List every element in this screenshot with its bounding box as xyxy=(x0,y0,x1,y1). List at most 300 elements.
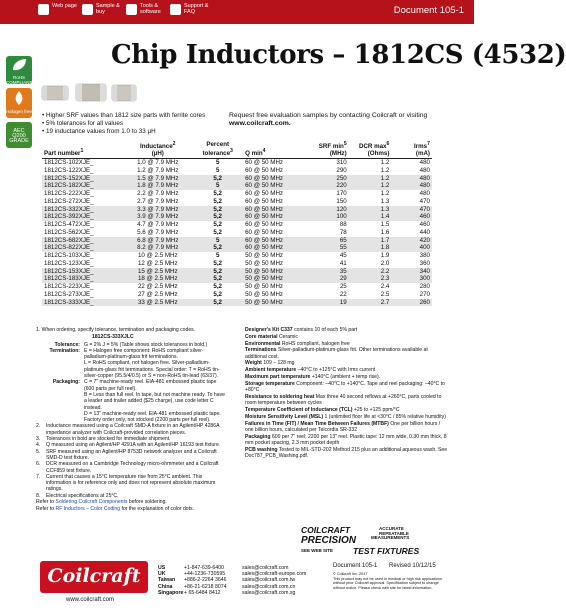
spec-key: Core material xyxy=(245,333,278,340)
cell-tol: 5,2 xyxy=(213,190,222,198)
cell-srf: 35 xyxy=(306,268,349,276)
cell-ind: 1.8 @ 7.9 MHz xyxy=(123,182,192,190)
cell-dcr: 2.5 xyxy=(380,290,390,298)
cell-part: 1812CS-222XJE_ xyxy=(44,190,94,198)
cell-q: 60 @ 50 MHz xyxy=(245,228,284,236)
cell-q: 60 @ 50 MHz xyxy=(243,206,306,214)
contact-region: China xyxy=(158,583,173,590)
cell-tol: 5 xyxy=(215,159,220,167)
table-row xyxy=(42,244,432,252)
leaf-icon xyxy=(6,56,32,74)
spec-key: PCB washing xyxy=(245,446,278,453)
cell-q: 50 @ 50 MHz xyxy=(245,259,284,267)
footnote-text: Tolerances in bold are stocked for immediate shipment. xyxy=(46,436,171,443)
contact-list xyxy=(158,565,306,596)
cell-q: 60 @ 50 MHz xyxy=(243,213,306,221)
spec-value: +140°C (ambient + temp rise). xyxy=(311,374,381,381)
spec-key: Designer's Kit C337 xyxy=(245,327,293,333)
nav-sample-buy[interactable] xyxy=(82,3,130,15)
cell-ind: 1.5 @ 7.9 MHz xyxy=(123,175,192,183)
promo-line: ACCURATE REPEATABLE xyxy=(379,526,409,536)
cell-tol: 5,2 xyxy=(192,175,243,183)
header-part-number: Part number$^1$ xyxy=(42,141,123,159)
contact-region: Taiwan xyxy=(158,577,176,584)
cell-q: 50 @ 50 MHz xyxy=(243,275,306,283)
spec-item xyxy=(245,360,450,366)
nav-tools-software[interactable] xyxy=(126,3,174,15)
footnote xyxy=(36,423,226,436)
table-row xyxy=(42,221,432,229)
rohs-badge xyxy=(6,56,32,84)
spec-item xyxy=(245,414,450,420)
cell-q: 50 @ 50 MHz xyxy=(243,299,306,307)
spec-key: Failures in Time (FIT) / Mean Time Between Failures (MTBF) xyxy=(245,420,389,427)
cell-q: 50 @ 50 MHz xyxy=(245,252,284,260)
cell-ind: 8.2 @ 7.9 MHz xyxy=(123,244,192,252)
footnote-number: 8. xyxy=(36,492,41,499)
cell-dcr: 1.7 xyxy=(349,237,392,245)
promo-line: COILCRAFT xyxy=(301,525,351,535)
cell-irms: 260 xyxy=(391,299,432,307)
cell-irms: 480 xyxy=(391,175,432,183)
table-row xyxy=(42,213,432,221)
cell-ind: 12 @ 2.5 MHz xyxy=(137,259,178,267)
cell-ind: 2.7 @ 7.9 MHz xyxy=(137,197,179,205)
cell-srf: 250 xyxy=(306,175,349,183)
contact-phone: +44-1236-730595 xyxy=(184,571,226,578)
cell-part: 1812CS-472XJE_ xyxy=(44,221,94,229)
cell-irms: 340 xyxy=(391,268,432,276)
cell-irms: 470 xyxy=(419,197,430,205)
ordering-option xyxy=(36,348,226,361)
spec-value: Silver-palladium-platinum-glass frit. Other terminations available at additional cost. xyxy=(245,347,428,360)
table-row xyxy=(42,167,432,175)
website-link[interactable]: www.coilcraft.com. xyxy=(229,120,291,128)
ordering-option xyxy=(36,392,226,411)
table-row xyxy=(42,175,432,183)
cell-irms: 460 xyxy=(391,213,432,221)
ordering-example: 1812CS-333XJLC xyxy=(92,334,134,341)
cell-tol: 5,2 xyxy=(213,221,222,229)
spec-key: Temperature Coefficient of Inductance (TCL) xyxy=(245,407,353,414)
option-key: Termination: xyxy=(49,347,80,354)
cell-q: 60 @ 50 MHz xyxy=(243,182,306,190)
cell-tol: 5,2 xyxy=(192,275,243,283)
nav-label: Tools & software xyxy=(140,3,161,15)
cell-srf: 100 xyxy=(306,213,349,221)
ordering-option xyxy=(36,411,226,424)
contact-row xyxy=(158,590,306,596)
spec-value: Tested to MIL-STD-202 Method 215 plus an additional aqueous wash. See Doc787_PCB_Washing.pdf. xyxy=(245,446,448,460)
cell-q: 60 @ 50 MHz xyxy=(245,197,284,205)
cell-ind: 15 @ 2.5 MHz xyxy=(123,268,192,276)
sample-request xyxy=(229,112,449,128)
cell-tol: 5,2 xyxy=(213,290,222,298)
spec-item xyxy=(245,374,450,380)
promo-line: MEASUREMENTS xyxy=(371,535,410,540)
cell-part: 1812CS-102XJE_ xyxy=(44,159,94,167)
spec-value: RoHS compliant, halogen free xyxy=(281,340,350,347)
cell-part: 1812CS-123XJE_ xyxy=(44,259,94,267)
ordering-option xyxy=(36,379,226,392)
ordering-intro: 1. When ordering, specify tolerance, termination and packaging codes. xyxy=(36,327,196,333)
contact-phone: +1-847-639-6400 xyxy=(184,565,224,571)
spec-item xyxy=(245,341,450,347)
cell-irms: 470 xyxy=(391,206,432,214)
spec-item xyxy=(245,421,450,434)
cell-tol: 5,2 xyxy=(213,283,222,291)
table-row xyxy=(42,190,432,198)
cell-tol: 5 xyxy=(215,166,220,174)
cell-ind: 27 @ 2.5 MHz xyxy=(137,290,178,298)
refer-soldering: Refer to Soldering Coilcraft Components before soldering. xyxy=(36,499,167,506)
cell-q: 60 @ 50 MHz xyxy=(243,175,306,183)
spec-item xyxy=(245,347,450,360)
spec-value: Component: –40°C to +140°C. Tape and reel packaging: –40°C to +80°C xyxy=(245,380,445,394)
table-row xyxy=(42,291,432,299)
tools-icon xyxy=(126,4,137,15)
spec-key: Moisture Sensitivity Level (MSL) xyxy=(245,413,324,420)
spec-item xyxy=(245,407,450,413)
ordering-option xyxy=(36,360,226,379)
cell-dcr: 1.2 xyxy=(380,159,390,167)
spec-item xyxy=(245,381,450,394)
product-photo xyxy=(36,80,140,106)
cell-dcr: 1.8 xyxy=(349,244,392,252)
question-icon xyxy=(170,4,181,15)
spec-item xyxy=(245,434,450,447)
nav-label: Sample & buy xyxy=(96,3,120,15)
cell-irms: 480 xyxy=(391,182,432,190)
contact-email[interactable]: sales@coilcraft.com.cn xyxy=(242,583,296,590)
nav-support-faq[interactable] xyxy=(170,3,218,15)
footnote xyxy=(36,449,226,462)
parts-table xyxy=(42,141,432,306)
disclaimer-text: This product may not be used in medical or high risk applications without prior Coilcraft approval. Specification subject to change without notice. Please check web site for latest information. xyxy=(333,576,442,590)
cell-q: 50 @ 50 MHz xyxy=(245,290,284,298)
cell-srf: 150 xyxy=(336,197,347,205)
footnote-text: Inductance measured using a Coilcraft SMD-A fixture in an Agilent/HP 4286A impedance analyzer with Coilcraft-provided correlation pieces. xyxy=(46,423,220,436)
request-text: Request free evaluation samples by contacting Coilcraft or visiting xyxy=(229,112,428,119)
cell-dcr: 1.2 xyxy=(349,182,392,190)
cell-srf: 170 xyxy=(336,190,347,198)
option-key xyxy=(36,411,84,424)
table-row xyxy=(42,229,432,237)
spec-value: +25 to +125 ppm/°C xyxy=(353,407,400,414)
table-row xyxy=(42,275,432,283)
footnote-number: 5. xyxy=(36,448,41,455)
table-row xyxy=(42,283,432,291)
table-row xyxy=(42,268,432,276)
document-id: Document 105-1 xyxy=(393,5,464,16)
spec-key: Maximum part temperature xyxy=(245,374,311,381)
cell-part: 1812CS-152XJE_ xyxy=(42,175,123,183)
cell-ind: 3.3 @ 7.9 MHz xyxy=(123,206,192,214)
table-row xyxy=(42,260,432,268)
globe-icon xyxy=(38,4,49,15)
cell-srf: 25 xyxy=(339,283,347,291)
feature-item: • 5% tolerances for all values xyxy=(42,120,205,128)
cell-dcr: 2.3 xyxy=(349,275,392,283)
website-url[interactable]: www.coilcraft.com xyxy=(66,597,115,603)
cell-irms: 480 xyxy=(419,190,430,198)
spec-key: Storage temperature xyxy=(245,380,295,387)
cell-dcr: 1.2 xyxy=(380,166,390,174)
cell-dcr: 1.2 xyxy=(349,175,392,183)
option-key: Tolerance: xyxy=(54,341,80,348)
badge-caption: Halogen free xyxy=(6,109,32,114)
cell-dcr: 1.2 xyxy=(380,190,390,198)
cell-ind: 6.8 @ 7.9 MHz xyxy=(123,237,192,245)
footnote-text: DCR measured on a Cambridge Technology micro-ohmmeter and a Coilcraft CCF859 test fixture. xyxy=(46,461,219,474)
cell-dcr: 2.0 xyxy=(380,259,390,267)
footnote-number: 2. xyxy=(36,423,41,430)
option-text: B = Less than full reel. In tape, but not machine ready. To have a leader and trailer added ($25 charge), use code letter C instead. xyxy=(84,391,225,411)
promo-line: SEE WEB SITE xyxy=(301,548,334,553)
spec-value: 109 – 128 mg xyxy=(263,360,295,367)
cell-dcr: 1.4 xyxy=(349,213,392,221)
spec-key: Terminations xyxy=(245,347,277,354)
spec-value: 600 per 7" reel; 2200 per 13" reel. Plastic tape: 12 mm wide, 0.30 mm thick, 8 mm pocket spacing, 2.3 mm pocket depth xyxy=(245,433,447,447)
cell-irms: 400 xyxy=(391,244,432,252)
footnote-text: Electrical specifications at 25°C. xyxy=(46,492,119,499)
table-row xyxy=(42,198,432,206)
spec-item xyxy=(245,394,450,407)
cell-dcr: 2.7 xyxy=(349,299,392,307)
test-fixtures-promo[interactable] xyxy=(301,525,431,557)
contact-email[interactable]: sales@coilcraft.com xyxy=(242,565,289,571)
spec-value: 1 (unlimited floor life at <30°C / 85% relative humidity) xyxy=(324,413,446,420)
cell-dcr: 1.3 xyxy=(380,197,390,205)
cell-q: 50 @ 50 MHz xyxy=(243,268,306,276)
cell-srf: 88 xyxy=(339,221,347,229)
specifications xyxy=(245,327,450,460)
cell-tol: 5 xyxy=(192,182,243,190)
contact-email[interactable]: sales@coilcraft.com.sg xyxy=(242,589,296,596)
cell-q: 60 @ 50 MHz xyxy=(245,190,284,198)
promo-line: TEST FIXTURES xyxy=(353,546,420,556)
spec-value: One per billion hours / one billion hours, calculated per Telcordia SR-332 xyxy=(245,420,441,433)
contact-region: US xyxy=(158,565,166,571)
contact-phone: +86-21-6218 8074 xyxy=(184,583,227,590)
cell-tol: 5,2 xyxy=(213,197,222,205)
cell-dcr: 2.2 xyxy=(349,268,392,276)
header-tolerance: Percent tolerance$^3$ xyxy=(192,141,243,159)
cell-irms: 480 xyxy=(419,166,430,174)
nav-label: Support & FAQ xyxy=(184,3,209,15)
feature-item: • Higher SRF values than 1812 size parts with ferrite cores xyxy=(42,112,205,120)
cell-dcr: 1.6 xyxy=(380,228,390,236)
cell-part: 1812CS-682XJE_ xyxy=(42,237,123,245)
cell-irms: 460 xyxy=(419,221,430,229)
cell-tol: 5,2 xyxy=(192,206,243,214)
spec-value: Ceramic xyxy=(278,333,298,340)
cell-ind: 33 @ 2.5 MHz xyxy=(123,299,192,307)
option-text: D = 13" machine-ready reel. EIA-481 embossed plastic tape. Factory order only, not stocked (2200 parts per full reel). xyxy=(84,410,221,424)
header-srf: SRF $\min^5$ (MHz) xyxy=(306,141,349,159)
contact-phone: +886-2-2264 3646 xyxy=(184,577,227,584)
spec-value: contains 10 of each 5% part xyxy=(294,327,358,333)
cell-tol: 5,2 xyxy=(192,268,243,276)
cell-srf: 29 xyxy=(306,275,349,283)
cell-part: 1812CS-822XJE_ xyxy=(42,244,123,252)
cell-tol: 5,2 xyxy=(192,213,243,221)
disclaimer xyxy=(333,572,443,590)
header-dcr: DCR $\max^6$ (Ohms) xyxy=(349,141,392,159)
cell-srf: 41 xyxy=(339,259,347,267)
table-header-row xyxy=(42,141,432,159)
cell-part: 1812CS-272XJE_ xyxy=(44,197,94,205)
refer-color-coding: Refer to RF Inductors – Color Coding for the explanation of color dots. xyxy=(36,506,195,513)
cell-part: 1812CS-103XJE_ xyxy=(44,252,94,260)
spec-key: Resistance to soldering heat xyxy=(245,393,315,400)
cell-dcr: 1.3 xyxy=(349,206,392,214)
option-key xyxy=(36,392,84,411)
footnote-number: 7. xyxy=(36,473,41,480)
cell-srf: 45 xyxy=(339,252,347,260)
spec-value: Max three 40 second reflows at +260°C, parts cooled to room temperature between cycles xyxy=(245,393,442,407)
spec-item xyxy=(245,327,450,333)
cell-srf: 220 xyxy=(306,182,349,190)
table-row xyxy=(42,252,432,260)
spec-key: Packaging xyxy=(245,433,271,440)
feature-item: • 19 inductance values from 1.0 to 33 µH xyxy=(42,128,205,136)
option-text: L = RoHS compliant, not halogen free. Silver-palladium-platinum-glass frit terminations. Special order: T = RoHS tin-silver-copper (95.5/4/0.5) or S = non-RoHS tin-lead (63/37). xyxy=(84,360,220,380)
spec-item xyxy=(245,334,450,340)
cell-q: 60 @ 50 MHz xyxy=(245,166,284,174)
aec-badge xyxy=(6,122,32,148)
footnote-number: 4. xyxy=(36,442,41,449)
option-key xyxy=(36,360,84,379)
cell-srf: 310 xyxy=(336,159,347,167)
cell-irms: 480 xyxy=(419,159,430,167)
feature-list xyxy=(42,112,205,137)
cell-srf: 22 xyxy=(339,290,347,298)
spec-key: Weight xyxy=(245,360,262,367)
footnote-number: 3. xyxy=(36,436,41,443)
table-row xyxy=(42,159,432,167)
spec-item xyxy=(245,447,450,460)
footnote xyxy=(36,461,226,474)
soldering-link[interactable]: Soldering Coilcraft Components xyxy=(55,499,128,506)
cell-irms: 360 xyxy=(419,259,430,267)
cell-srf: 290 xyxy=(336,166,347,174)
contact-email[interactable]: sales@coilcraft-europe.com xyxy=(242,571,307,578)
halogen-free-badge xyxy=(6,88,32,118)
cell-q: 60 @ 50 MHz xyxy=(245,159,284,167)
option-text: E = Halogen free component: RoHS compliant silver-palladium-platinum-glass frit terminations. xyxy=(84,347,204,361)
cell-part: 1812CS-332XJE_ xyxy=(42,206,123,214)
revised-date: Revised 10/12/15 xyxy=(389,563,436,569)
cell-irms: 440 xyxy=(419,228,430,236)
contact-region: Singapore xyxy=(158,589,184,596)
footnote-text: Q measured using an Agilent/HP 4291A with an Agilent/HP 16193 test fixture. xyxy=(46,442,221,449)
flame-icon xyxy=(6,88,32,108)
spec-key: Ambient temperature xyxy=(245,367,297,374)
cell-part: 1812CS-562XJE_ xyxy=(44,228,94,236)
cell-irms: 300 xyxy=(391,275,432,283)
coilcraft-logo[interactable] xyxy=(40,561,148,593)
table-row xyxy=(42,237,432,245)
cell-irms: 420 xyxy=(391,237,432,245)
cell-part: 1812CS-182XJE_ xyxy=(42,182,123,190)
promo-line: PRECISION xyxy=(301,535,357,546)
cell-ind: 1.2 @ 7.9 MHz xyxy=(137,166,179,174)
cell-srf: 120 xyxy=(306,206,349,214)
spec-item xyxy=(245,367,450,373)
cell-part: 1812CS-273XJE_ xyxy=(44,290,94,298)
cell-srf: 55 xyxy=(306,244,349,252)
cell-ind: 5.6 @ 7.9 MHz xyxy=(137,228,179,236)
spec-value: –40°C to +125°C with Irms current xyxy=(297,367,376,374)
cell-ind: 22 @ 2.5 MHz xyxy=(137,283,178,291)
cell-tol: 5,2 xyxy=(213,228,222,236)
cell-srf: 65 xyxy=(306,237,349,245)
cell-tol: 5,2 xyxy=(213,259,222,267)
cell-irms: 380 xyxy=(419,252,430,260)
footnote-number: 6. xyxy=(36,461,41,468)
nav-label: Web page xyxy=(52,3,77,9)
cell-tol: 5 xyxy=(215,252,220,260)
cell-q: 60 @ 50 MHz xyxy=(243,237,306,245)
color-coding-link[interactable]: RF Inductors – Color Coding xyxy=(55,506,121,513)
cell-q: 60 @ 50 MHz xyxy=(245,221,284,229)
cell-irms: 280 xyxy=(419,283,430,291)
cell-tol: 5,2 xyxy=(192,244,243,252)
cell-tol: 5 xyxy=(192,237,243,245)
cell-ind: 18 @ 2.5 MHz xyxy=(123,275,192,283)
spec-key: Environmental xyxy=(245,340,281,347)
table-row xyxy=(42,206,432,214)
cell-ind: 4.7 @ 7.9 MHz xyxy=(137,221,179,229)
cell-ind: 2.2 @ 7.9 MHz xyxy=(137,190,179,198)
cell-part: 1812CS-153XJE_ xyxy=(42,268,123,276)
cart-icon xyxy=(82,4,93,15)
header-irms: Irms$^7$ (mA) xyxy=(391,141,432,159)
nav-web-page[interactable] xyxy=(38,3,86,15)
footnote xyxy=(36,474,226,493)
contact-region: UK xyxy=(158,571,166,578)
cell-srf: 78 xyxy=(339,228,347,236)
cell-ind: 3.9 @ 7.9 MHz xyxy=(123,213,192,221)
footnote-text: SRF measured using an Agilent/HP 8753D network analyzer and a Coilcraft SMD-D test fixture. xyxy=(46,448,217,461)
header-inductance: Inductance$^2$ (µH) xyxy=(123,141,192,159)
page-title: Chip Inductors – 1812CS (4532) xyxy=(111,40,566,70)
ordering-notes xyxy=(36,327,226,514)
cell-srf: 19 xyxy=(306,299,349,307)
cell-part: 1812CS-223XJE_ xyxy=(44,283,94,291)
cell-part: 1812CS-183XJE_ xyxy=(42,275,123,283)
header-bar xyxy=(0,0,474,24)
badge-caption: AEC Q200 GRADE xyxy=(9,128,29,144)
option-text: C = 7" machine-ready reel. EIA-481 embossed plastic tape (600 parts per full reel). xyxy=(84,379,217,392)
cell-part: 1812CS-392XJE_ xyxy=(42,213,123,221)
cell-q: 60 @ 50 MHz xyxy=(243,244,306,252)
contact-phone: + 65-6484 8412 xyxy=(184,589,221,596)
cell-q: 50 @ 50 MHz xyxy=(245,283,284,291)
table-row xyxy=(42,299,432,307)
cell-part: 1812CS-122XJE_ xyxy=(44,166,94,174)
footnote-text: Current that causes a 15°C temperature rise from 25°C ambient. This information is for reference only and does not represent absolute maximum ratings. xyxy=(46,473,216,493)
cell-dcr: 1.5 xyxy=(380,221,390,229)
contact-email[interactable]: sales@coilcraft.com.tw xyxy=(242,577,296,584)
cell-ind: 10 @ 2.5 MHz xyxy=(137,252,178,260)
doc-number: Document 105-1 xyxy=(333,563,378,569)
cell-tol: 5,2 xyxy=(192,299,243,307)
copyright: © Coilcraft Inc. 2017 xyxy=(333,572,368,576)
logo-text: Coilcraft xyxy=(47,565,141,587)
cell-ind: 1.0 @ 7.9 MHz xyxy=(137,159,179,167)
